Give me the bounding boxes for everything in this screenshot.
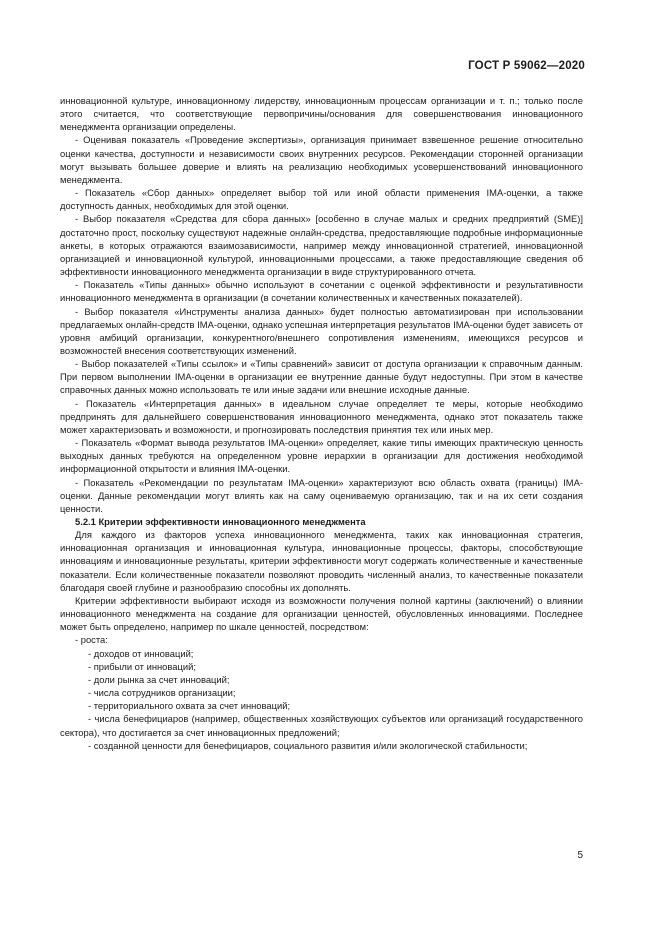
body-paragraph: - Выбор показателя «Инструменты анализа данных» будет полностью автоматизирован при использовании предлагаемых онлайн-средств IMA-оценки, однако успешная интерпретация результатов IMA-оценки будет зависеть от уровня амбиций организации, конкурентного/внешнего сопротивления изменениям, имеющихся ресурсов и возможностей внесения соответствующих изменений. (60, 305, 583, 356)
body-paragraph: - Показатель «Типы данных» обычно используют в сочетании с оценкой эффективности и результативности инновационного менеджмента в организации (в сочетании количественных и качественных показателей). (60, 279, 583, 304)
body-paragraph: - Показатель «Интерпретация данных» в идеальном случае определяет те меры, которые необходимо предпринять для дальнейшего совершенствования инновационного менеджмента, однако этот показатель также может характеризовать и возможности, и прогнозировать последствия принятия тех или иных мер. (60, 397, 583, 435)
list-item: - роста: (75, 634, 108, 646)
section-heading: 5.2.1 Критерии эффективности инновационного менеджмента (75, 516, 366, 527)
body-paragraph: Критерии эффективности выбирают исходя из возможности получения полной картины (заключений) о влиянии инновационного менеджмента на создание для организации ценностей, обусловленных инновациями. Последнее может быть определено, например по шкале ценностей, посредством: (60, 594, 583, 633)
sub-list-item: - числа бенефициаров (например, общественных хозяйствующих субъектов или организаций государственного сектора), что достигается за счет инновационных предложений; (60, 713, 583, 738)
body-paragraph: Для каждого из факторов успеха инновационного менеджмента, таких как инновационная стратегия, инновационная организация и инновационная культура, инновационные процессы, факторы, способствующие инновациям и инновационные результаты, критерии эффективности могут содержать количественные и качественные показатели. Если количественные показатели позволяют проводить численный анализ, то качественные показатели благодаря своей глубине и разнообразию способны их дополнять. (60, 529, 583, 593)
document-body (60, 94, 583, 752)
body-paragraph: - Выбор показателя «Средства для сбора данных» [особенно в случае малых и средних предприятий (SME)] достаточно прост, поскольку существуют надежные онлайн-средства, предоставляющие подробные информационные анкеты, в которых отражаются взаимозависимости, например между инновационной стратегией, инновационной организацией и инновационной культурой, инновационными процессами, а также предоставляющие сведения об эффективности инновационного менеджмента организации в виде структурированного отчета. (60, 213, 583, 278)
document-header: ГОСТ Р 59062—2020 (468, 60, 585, 72)
sub-list-item: - территориального охвата за счет инноваций; (88, 700, 291, 712)
body-paragraph: - Оценивая показатель «Проведение экспертизы», организация принимает взвешенное решение относительно оценки качества, доступности и независимости своих внутренних ресурсов. Рекомендации сторонней организации могут вызывать большее доверие и влиять на реализацию необходимых усовершенствований инновационного менеджмента. (60, 134, 583, 185)
sub-list-item: - числа сотрудников организации; (88, 687, 236, 699)
body-paragraph: - Показатель «Формат вывода результатов IMA-оценки» определяет, какие типы имеющих практическую ценность выходных данных требуются на определенном уровне иерархии в организации для достижения необходимой информационной открытости и влияния IMA-оценки. (60, 437, 583, 475)
body-paragraph: - Показатель «Рекомендации по результатам IMA-оценки» характеризуют всю область охвата (границы) IMA-оценки. Данные рекомендации могут влиять как на саму оцениваемую организацию, так и на их сети создания ценности. (60, 476, 583, 514)
sub-list-item: - доли рынка за счет инноваций; (88, 673, 230, 685)
sub-list-item: - доходов от инноваций; (88, 647, 194, 659)
body-paragraph: - Выбор показателей «Типы ссылок» и «Типы сравнений» зависит от доступа организации к справочным данным. При первом выполнении IMA-оценки в организации ее внутренние данные будут недоступны. При этом в качестве справочных данных можно использовать те или иные задачи или внешние исходные данные. (60, 358, 583, 396)
body-paragraph: инновационной культуре, инновационному лидерству, инновационным процессам организации и т. п.; только после этого считается, что соответствующие первопричины/основания для совершенствования инновационного менеджмента организации определены. (60, 95, 583, 133)
sub-list-item: - созданной ценности для бенефициаров, социального развития и/или экологической стабильности; (88, 739, 528, 751)
body-paragraph: - Показатель «Сбор данных» определяет выбор той или иной области применения IMA-оценки, а также доступность данных, необходимых для этой оценки. (60, 187, 583, 212)
page-number: 5 (577, 850, 583, 861)
sub-list-item: - прибыли от инноваций; (88, 660, 196, 672)
